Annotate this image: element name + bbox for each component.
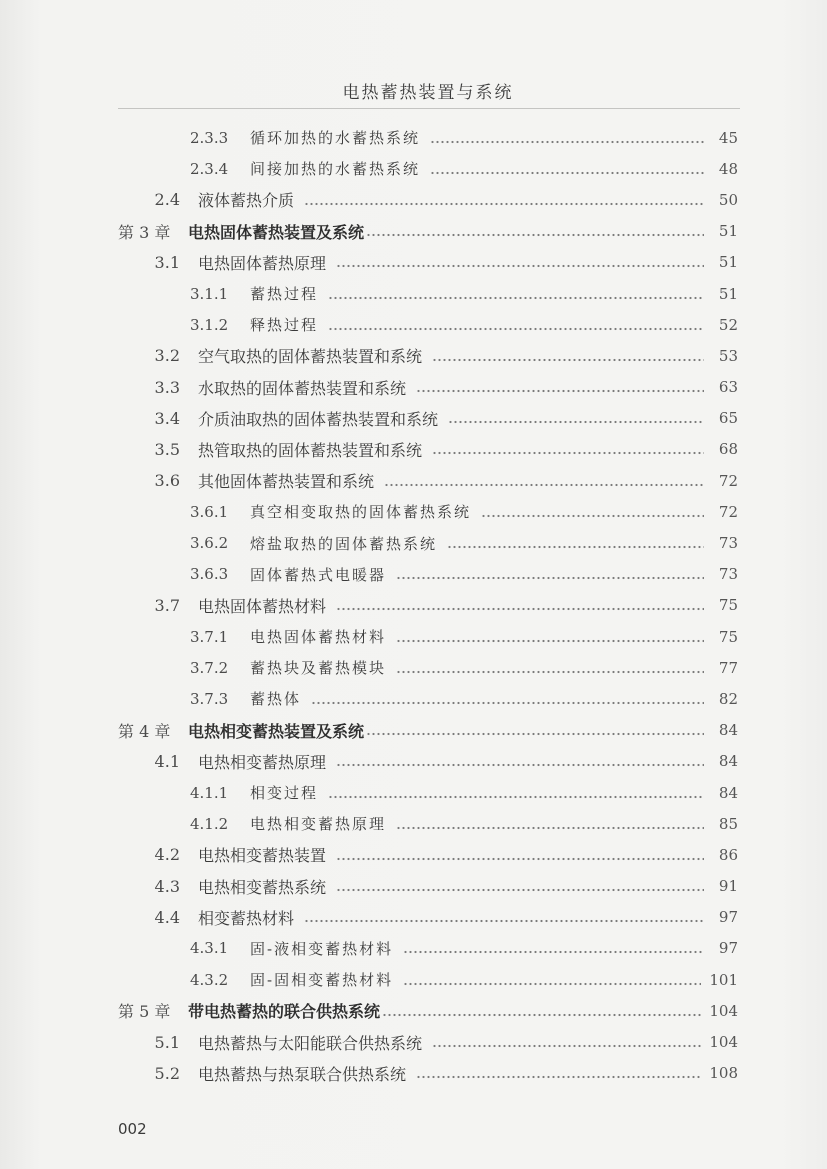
section-number: 3.6 xyxy=(154,471,180,491)
page-ref: 82 xyxy=(718,689,738,708)
page-ref: 48 xyxy=(718,159,738,178)
section-title: 液体蓄热介质 xyxy=(198,191,295,211)
section-title: 电热蓄热与太阳能联合供热系统 xyxy=(198,1033,423,1053)
section-number: 3.7.1 xyxy=(190,627,229,646)
page-ref: 97 xyxy=(718,908,738,927)
section-number: 3.5 xyxy=(154,439,180,459)
toc-entry xyxy=(0,496,827,527)
section-title: 电热蓄热与热泵联合供热系统 xyxy=(198,1064,407,1084)
section-number: 2.3.3 xyxy=(190,128,229,147)
page-ref: 104 xyxy=(709,1001,738,1020)
dot-leader xyxy=(366,223,704,239)
section-title: 释热过程 xyxy=(250,316,319,335)
toc-entry xyxy=(0,153,827,184)
dot-leader xyxy=(430,130,704,146)
page-ref: 75 xyxy=(718,596,738,615)
page-ref: 68 xyxy=(718,440,738,459)
section-number: 4.3 xyxy=(154,876,180,896)
toc-entry xyxy=(0,590,827,621)
section-number: 2.3.4 xyxy=(190,159,229,178)
page-ref: 86 xyxy=(718,845,738,864)
section-number: 4.4 xyxy=(154,907,180,927)
section-number: 3.3 xyxy=(154,377,180,397)
dot-leader xyxy=(396,660,704,676)
section-title: 电热固体蓄热原理 xyxy=(198,253,327,273)
section-title: 热管取热的固体蓄热装置和系统 xyxy=(198,440,423,460)
section-title: 固-液相变蓄热材料 xyxy=(250,939,394,958)
dot-leader xyxy=(311,691,704,707)
dot-leader xyxy=(336,597,704,613)
header-rule xyxy=(118,108,740,109)
section-title: 其他固体蓄热装置和系统 xyxy=(198,472,375,492)
section-title: 电热相变蓄热装置 xyxy=(198,846,327,866)
section-number: 3.1 xyxy=(154,252,180,272)
section-number: 4.3.1 xyxy=(190,939,229,958)
table-of-contents xyxy=(0,122,827,1089)
toc-entry xyxy=(0,621,827,652)
section-title: 间接加热的水蓄热系统 xyxy=(250,160,421,179)
section-title: 熔盐取热的固体蓄热系统 xyxy=(250,534,438,553)
section-title: 电热固体蓄热材料 xyxy=(250,628,387,647)
page-ref: 73 xyxy=(718,534,738,553)
page-ref: 51 xyxy=(718,222,738,241)
chapter-number: 第 4 章 xyxy=(118,721,171,741)
toc-entry xyxy=(0,871,827,902)
section-number: 4.1.2 xyxy=(190,814,229,833)
section-title: 固体蓄热式电暖器 xyxy=(250,565,387,584)
page-ref: 97 xyxy=(718,939,738,958)
toc-entry xyxy=(0,964,827,995)
page-ref: 85 xyxy=(718,814,738,833)
section-title: 空气取热的固体蓄热装置和系统 xyxy=(198,347,423,367)
section-title: 水取热的固体蓄热装置和系统 xyxy=(198,378,407,398)
dot-leader xyxy=(432,1034,701,1050)
section-title: 相变过程 xyxy=(250,784,319,803)
section-number: 4.3.2 xyxy=(190,970,229,989)
toc-chapter xyxy=(0,995,827,1026)
dot-leader xyxy=(336,753,704,769)
toc-entry xyxy=(0,309,827,340)
toc-entry xyxy=(0,403,827,434)
toc-entry xyxy=(0,1058,827,1089)
toc-entry xyxy=(0,434,827,465)
toc-entry xyxy=(0,527,827,558)
section-number: 4.2 xyxy=(154,845,180,865)
section-number: 3.4 xyxy=(154,408,180,428)
section-number: 5.2 xyxy=(154,1063,180,1083)
dot-leader xyxy=(416,379,704,395)
toc-entry xyxy=(0,902,827,933)
section-number: 3.7.2 xyxy=(190,658,229,677)
dot-leader xyxy=(366,722,704,738)
section-number: 5.1 xyxy=(154,1032,180,1052)
section-title: 循环加热的水蓄热系统 xyxy=(250,129,421,148)
dot-leader xyxy=(328,317,704,333)
page-ref: 52 xyxy=(718,315,738,334)
toc-chapter xyxy=(0,216,827,247)
section-number: 2.4 xyxy=(154,190,180,210)
section-number: 3.6.2 xyxy=(190,534,229,553)
page-ref: 108 xyxy=(709,1064,738,1083)
section-title: 电热固体蓄热材料 xyxy=(198,596,327,616)
dot-leader xyxy=(396,629,704,645)
toc-entry xyxy=(0,559,827,590)
chapter-number: 第 3 章 xyxy=(118,222,171,242)
page-ref: 63 xyxy=(718,378,738,397)
page-number: 002 xyxy=(118,1120,147,1138)
page-ref: 75 xyxy=(718,627,738,646)
section-number: 3.6.3 xyxy=(190,565,229,584)
section-title: 电热相变蓄热系统 xyxy=(198,877,327,897)
dot-leader xyxy=(304,909,704,925)
page-ref: 50 xyxy=(718,190,738,209)
dot-leader xyxy=(384,473,704,489)
section-title: 相变蓄热材料 xyxy=(198,908,295,928)
dot-leader xyxy=(304,192,704,208)
running-head: 电热蓄热装置与系统 xyxy=(342,83,514,103)
page-ref: 84 xyxy=(718,752,738,771)
toc-entry xyxy=(0,746,827,777)
toc-entry xyxy=(0,683,827,714)
section-title: 蓄热块及蓄热模块 xyxy=(250,659,387,678)
toc-entry xyxy=(0,372,827,403)
section-title: 固-固相变蓄热材料 xyxy=(250,971,394,990)
page-ref: 77 xyxy=(718,658,738,677)
toc-entry xyxy=(0,839,827,870)
page-ref: 53 xyxy=(718,346,738,365)
toc-entry xyxy=(0,247,827,278)
page-ref: 51 xyxy=(718,284,738,303)
section-number: 4.1.1 xyxy=(190,783,229,802)
toc-entry xyxy=(0,465,827,496)
chapter-number: 第 5 章 xyxy=(118,1002,171,1022)
toc-entry xyxy=(0,340,827,371)
toc-entry xyxy=(0,1026,827,1057)
dot-leader xyxy=(481,504,704,520)
dot-leader xyxy=(403,940,704,956)
section-number: 3.1.2 xyxy=(190,315,229,334)
toc-entry xyxy=(0,777,827,808)
toc-entry xyxy=(0,933,827,964)
toc-entry xyxy=(0,122,827,153)
page-ref: 104 xyxy=(709,1033,738,1052)
section-number: 3.7 xyxy=(154,595,180,615)
page-ref: 51 xyxy=(718,253,738,272)
page-ref: 73 xyxy=(718,565,738,584)
section-number: 4.1 xyxy=(154,751,180,771)
dot-leader xyxy=(396,566,704,582)
section-title: 电热相变蓄热原理 xyxy=(250,815,387,834)
section-title: 真空相变取热的固体蓄热系统 xyxy=(250,503,472,522)
dot-leader xyxy=(396,816,704,832)
page-ref: 72 xyxy=(718,471,738,490)
section-title: 蓄热体 xyxy=(250,690,302,709)
dot-leader xyxy=(382,1003,701,1019)
dot-leader xyxy=(336,254,704,270)
chapter-title: 电热相变蓄热装置及系统 xyxy=(188,721,365,741)
dot-leader xyxy=(403,972,701,988)
toc-entry xyxy=(0,184,827,215)
page-ref: 65 xyxy=(718,409,738,428)
section-number: 3.6.1 xyxy=(190,502,229,521)
toc-entry xyxy=(0,808,827,839)
dot-leader xyxy=(416,1065,701,1081)
page-ref: 101 xyxy=(709,970,738,989)
dot-leader xyxy=(430,161,704,177)
toc-entry xyxy=(0,278,827,309)
dot-leader xyxy=(336,847,704,863)
section-number: 3.1.1 xyxy=(190,284,229,303)
dot-leader xyxy=(328,286,704,302)
section-title: 电热相变蓄热原理 xyxy=(198,752,327,772)
page-ref: 84 xyxy=(718,783,738,802)
page-ref: 72 xyxy=(718,502,738,521)
dot-leader xyxy=(328,785,704,801)
toc-chapter xyxy=(0,715,827,746)
page-ref: 84 xyxy=(718,721,738,740)
dot-leader xyxy=(448,410,704,426)
section-number: 3.7.3 xyxy=(190,689,229,708)
dot-leader xyxy=(432,441,704,457)
dot-leader xyxy=(447,535,704,551)
section-title: 介质油取热的固体蓄热装置和系统 xyxy=(198,409,439,429)
dot-leader xyxy=(432,348,704,364)
section-number: 3.2 xyxy=(154,346,180,366)
dot-leader xyxy=(336,878,704,894)
chapter-title: 带电热蓄热的联合供热系统 xyxy=(188,1002,381,1022)
page-ref: 91 xyxy=(718,877,738,896)
toc-entry xyxy=(0,652,827,683)
section-title: 蓄热过程 xyxy=(250,285,319,304)
chapter-title: 电热固体蓄热装置及系统 xyxy=(188,222,365,242)
page-ref: 45 xyxy=(718,128,738,147)
